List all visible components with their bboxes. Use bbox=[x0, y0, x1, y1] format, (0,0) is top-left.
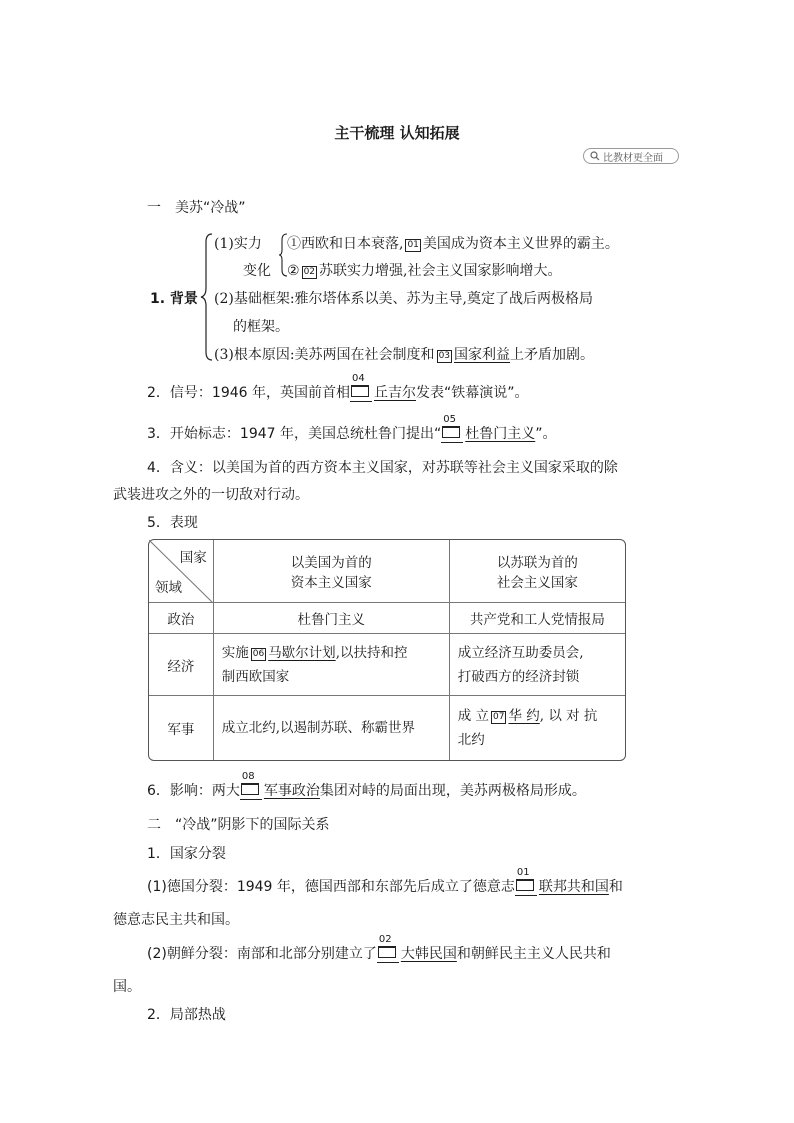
table-header-row bbox=[149, 540, 625, 603]
manifestation-table bbox=[148, 539, 626, 761]
root-cause-line: (3)根本原因:美苏两国在社会制度和 03 国家利益上矛盾加剧。 bbox=[214, 347, 595, 363]
framework-line-1: (2)基础框架:雅尔塔体系以美、苏为主导,奠定了战后两极格局 bbox=[214, 291, 593, 307]
table-row: 政治 杜鲁门主义 共产党和工人党情报局 bbox=[149, 603, 625, 634]
answer-flag-icon: 08 bbox=[240, 781, 262, 797]
meaning-line-2: 武装进攻之外的一切敌对行动。 bbox=[113, 487, 309, 503]
strength-label-2: 变化 bbox=[243, 263, 271, 279]
answer-flag-icon: 05 bbox=[441, 424, 463, 440]
strength-label-1: (1)实力 bbox=[214, 236, 262, 252]
search-chip-label: 比教材更全面 bbox=[603, 152, 663, 164]
table-row: 经济 实施 06 马歇尔计划,以扶持和控 制西欧国家 成立经济互助委员会, 打破西方的经济封锁 bbox=[149, 634, 625, 696]
korea-line-2: 国。 bbox=[113, 979, 141, 995]
start-mark-line: 3．开始标志：1947 年，美国总统杜鲁门提出“ 05 杜鲁门主义”。 bbox=[147, 414, 557, 442]
korea-line-1: (2)朝鲜分裂：南部和北部分别建立了 02 大韩民国和朝鲜民主主义人民共和 bbox=[147, 934, 611, 962]
strength-item-2: ② 02 苏联实力增强,社会主义国家影响增大。 bbox=[287, 263, 562, 279]
signal-line: 2．信号：1946 年，英国前首相 04 丘吉尔发表“铁幕演说”。 bbox=[147, 373, 529, 401]
framework-line-2: 的框架。 bbox=[233, 319, 289, 335]
table-row: 军事 成立北约,以遏制苏联、称霸世界 成 立 07 华 约, 以 对 抗 北约 bbox=[149, 696, 625, 760]
background-label: 1. 背景 bbox=[150, 291, 198, 307]
search-chip[interactable] bbox=[583, 148, 679, 164]
search-icon bbox=[590, 151, 600, 161]
section-heading-2: 二 “冷战”阴影下的国际关系 bbox=[147, 817, 330, 833]
germany-line-2: 德意志民主共和国。 bbox=[113, 912, 239, 928]
influence-line: 6．影响：两大 08 军事政治集团对峙的局面出现，美苏两极格局形成。 bbox=[147, 771, 586, 799]
table-corner-cell: 国家 领域 bbox=[149, 540, 214, 603]
country-split-label: 1．国家分裂 bbox=[147, 846, 226, 862]
header-su: 以苏联为首的 社会主义国家 bbox=[450, 540, 625, 603]
manifestation-label: 5．表现 bbox=[147, 515, 198, 531]
strength-item-1: ①西欧和日本衰落, 01 美国成为资本主义世界的霸主。 bbox=[287, 236, 619, 252]
section-heading-1: 一 美苏“冷战” bbox=[147, 200, 246, 216]
page-title: 主干梳理 认知拓展 bbox=[334, 124, 460, 142]
answer-flag-icon: 01 bbox=[515, 877, 537, 893]
answer-flag-icon: 02 bbox=[377, 944, 399, 960]
germany-line-1: (1)德国分裂：1949 年，德国西部和东部先后成立了德意志 01 联邦共和国和 bbox=[147, 867, 623, 895]
meaning-line-1: 4．含义：以美国为首的西方资本主义国家，对苏联等社会主义国家采取的除 bbox=[147, 460, 618, 476]
header-us: 以美国为首的 资本主义国家 bbox=[214, 540, 450, 603]
answer-flag-icon: 04 bbox=[350, 383, 372, 399]
local-war-label: 2．局部热战 bbox=[147, 1007, 226, 1023]
outer-brace-icon bbox=[200, 232, 214, 362]
